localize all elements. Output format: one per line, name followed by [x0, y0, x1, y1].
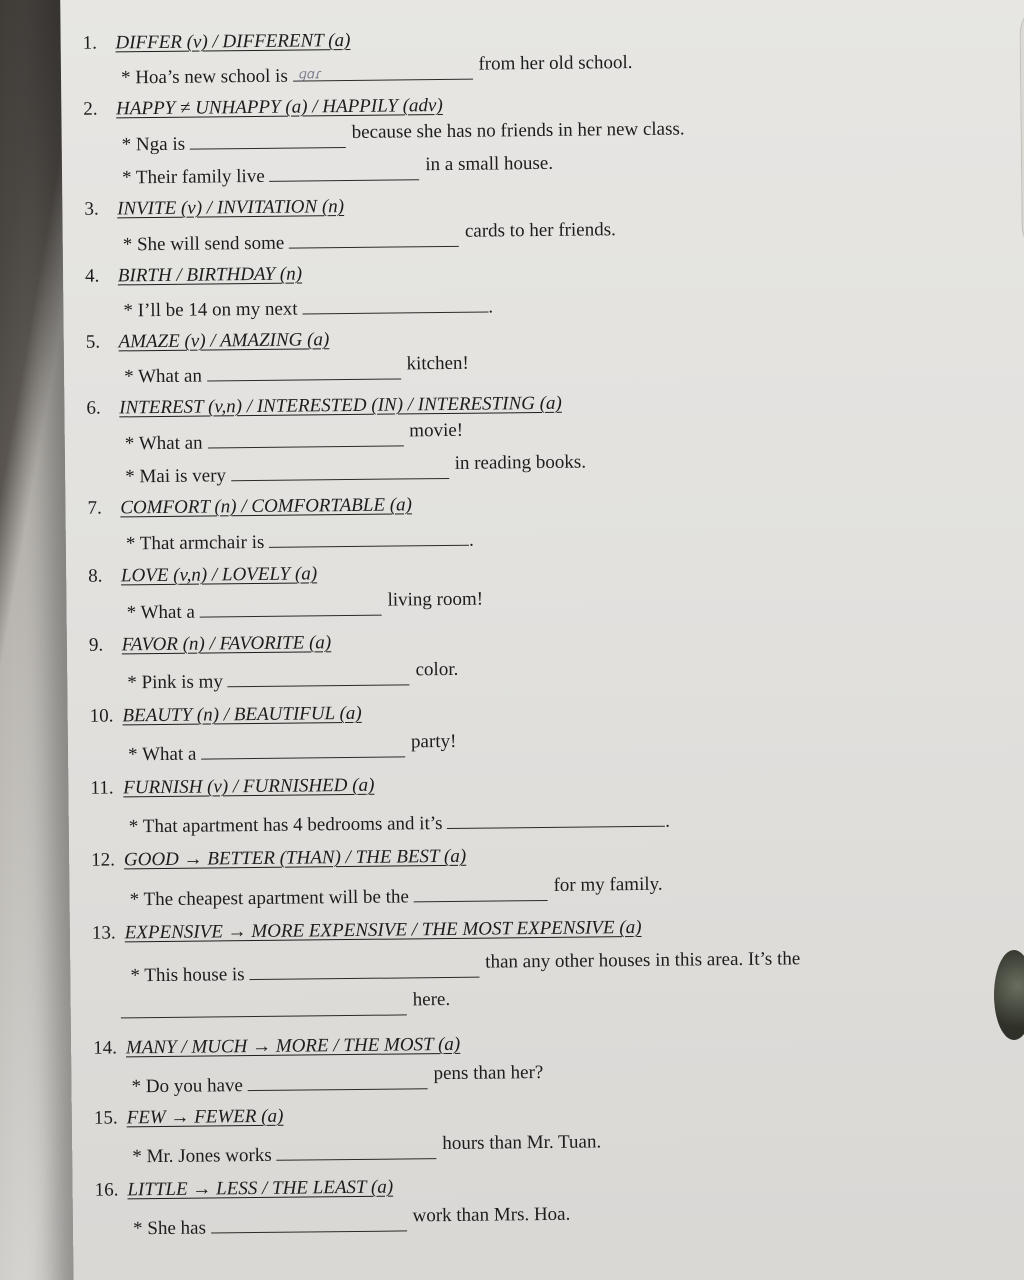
- sentence: * Pink is my color.: [127, 658, 459, 694]
- word-forms: EXPENSIVE → MORE EXPENSIVE / THE MOST EXPENSIVE (a): [124, 916, 642, 944]
- answer-blank[interactable]: [447, 808, 665, 829]
- protractor-edge: [1019, 0, 1024, 260]
- word-forms: GOOD → BETTER (THAN) / THE BEST (a): [123, 845, 467, 871]
- item-10-heading: 10. BEAUTY (n) / BEAUTIFUL (a): [89, 702, 362, 727]
- sentence: * Mai is very in reading books.: [125, 451, 587, 488]
- sentence: * Nga is because she has no friends in her new class.: [121, 118, 685, 156]
- word-forms: HAPPY ≠ UNHAPPY (a) / HAPPILY (adv): [115, 94, 443, 120]
- item-14-heading: 14. MANY / MUCH → MORE / THE MOST (a): [93, 1033, 461, 1059]
- sentence: * This house is than any other houses in this area. It’s the: [130, 948, 801, 987]
- answer-blank[interactable]: [289, 228, 459, 249]
- word-forms: BEAUTY (n) / BEAUTIFUL (a): [122, 702, 362, 727]
- answer-blank[interactable]: [228, 666, 410, 687]
- word-forms: LITTLE → LESS / THE LEAST (a): [127, 1176, 394, 1201]
- sentence: * She has work than Mrs. Hoa.: [132, 1203, 571, 1240]
- word-forms: COMFORT (n) / COMFORTABLE (a): [120, 494, 413, 519]
- sentence: * Do you have pens than her?: [131, 1061, 544, 1098]
- item-number: 1.: [82, 32, 98, 54]
- answer-blank[interactable]: [269, 527, 469, 548]
- item-7-heading: 7. COMFORT (n) / COMFORTABLE (a): [87, 494, 413, 519]
- sentence: * Mr. Jones works hours than Mr. Tuan.: [132, 1131, 602, 1168]
- answer-blank[interactable]: [292, 61, 472, 82]
- item-6-heading: 6. INTEREST (v,n) / INTERESTED (IN) / INTERESTING (a): [86, 392, 562, 419]
- item-8-heading: 8. LOVE (v,n) / LOVELY (a): [88, 563, 318, 587]
- item-11-heading: 11. FURNISH (v) / FURNISHED (a): [90, 774, 375, 799]
- word-forms: LOVE (v,n) / LOVELY (a): [120, 563, 318, 587]
- item-13-heading: 13. EXPENSIVE → MORE EXPENSIVE / THE MOST EXPENSIVE (a): [91, 916, 642, 944]
- item-5-heading: 5. AMAZE (v) / AMAZING (a): [85, 329, 330, 353]
- item-12-heading: 12. GOOD → BETTER (THAN) / THE BEST (a): [91, 845, 467, 871]
- answer-blank[interactable]: [199, 597, 381, 618]
- answer-blank[interactable]: [269, 161, 419, 182]
- sentence: here.: [121, 996, 451, 1024]
- item-4-heading: 4. BIRTH / BIRTHDAY (n): [84, 263, 303, 287]
- answer-blank[interactable]: [248, 1070, 428, 1091]
- answer-blank[interactable]: [276, 1140, 436, 1161]
- answer-blank[interactable]: [201, 738, 405, 759]
- sentence: * The cheapest apartment will be the for my family.: [129, 873, 663, 911]
- sentence: * Hoa’s new school is ɡɑɾ from her old school.: [120, 52, 633, 89]
- sentence: * I’ll be 14 on my next .: [123, 293, 493, 322]
- sentence: * What an kitchen!: [124, 352, 469, 388]
- answer-blank[interactable]: [121, 996, 407, 1018]
- item-9-heading: 9. FAVOR (n) / FAVORITE (a): [88, 632, 332, 656]
- word-forms: DIFFER (v) / DIFFERENT (a): [115, 29, 351, 54]
- sentence: * What a party!: [128, 730, 457, 766]
- word-forms: FURNISH (v) / FURNISHED (a): [123, 774, 375, 799]
- item-16-heading: 16. LITTLE → LESS / THE LEAST (a): [94, 1176, 394, 1201]
- sentence: * She will send some cards to her friends.: [122, 219, 616, 256]
- handwritten-answer: ɡɑɾ: [298, 67, 323, 83]
- word-forms: BIRTH / BIRTHDAY (n): [117, 263, 303, 287]
- sentence: * Their family live in a small house.: [121, 152, 554, 189]
- answer-blank[interactable]: [207, 427, 403, 448]
- item-3-heading: 3. INVITE (v) / INVITATION (n): [84, 196, 345, 220]
- word-forms: FEW → FEWER (a): [126, 1105, 284, 1129]
- answer-blank[interactable]: [231, 460, 449, 481]
- word-forms: AMAZE (v) / AMAZING (a): [118, 329, 330, 353]
- item-15-heading: 15. FEW → FEWER (a): [93, 1105, 284, 1129]
- show-through-text: [580, 0, 1014, 1274]
- sentence: * That armchair is .: [126, 527, 474, 556]
- word-forms: MANY / MUCH → MORE / THE MOST (a): [125, 1033, 461, 1059]
- sentence: * That apartment has 4 bedrooms and it’s .: [129, 808, 670, 839]
- item-1-heading: [83, 30, 351, 55]
- sentence: * What an movie!: [124, 419, 464, 455]
- answer-blank[interactable]: [207, 360, 401, 381]
- item-2-heading: 2. HAPPY ≠ UNHAPPY (a) / HAPPILY (adv): [83, 94, 443, 120]
- word-forms: FAVOR (n) / FAVORITE (a): [121, 632, 332, 656]
- word-forms: INVITE (v) / INVITATION (n): [117, 196, 345, 220]
- answer-blank[interactable]: [302, 294, 488, 315]
- worksheet-paper: [60, 0, 1024, 1280]
- word-forms: INTEREST (v,n) / INTERESTED (IN) / INTERESTING (a): [119, 392, 562, 419]
- answer-blank[interactable]: [211, 1212, 407, 1233]
- answer-blank[interactable]: [414, 882, 548, 902]
- answer-blank[interactable]: [249, 959, 479, 980]
- answer-blank[interactable]: [190, 129, 346, 150]
- sentence: * What a living room!: [126, 588, 484, 624]
